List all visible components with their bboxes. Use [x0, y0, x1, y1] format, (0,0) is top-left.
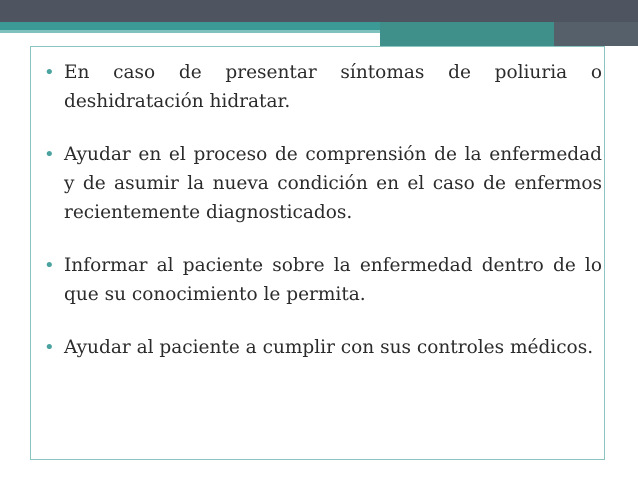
bullet-text: Informar al paciente sobre la enfermedad dentro de lo que su conocimiento le permita.: [64, 255, 602, 305]
bullet-text: Ayudar al paciente a cumplir con sus controles médicos.: [64, 337, 594, 358]
bullet-text: En caso de presentar síntomas de poliuria o deshidratación hidratar.: [64, 62, 602, 112]
header-corner-block-right: [554, 22, 638, 46]
bullet-icon: •: [44, 337, 55, 358]
bullet-icon: •: [44, 144, 55, 165]
bullet-item: [44, 251, 602, 309]
bullet-item: [44, 333, 602, 362]
bullet-item: [44, 140, 602, 227]
bullet-text: Ayudar en el proceso de comprensión de la enfermedad y de asumir la nueva condición en el caso de enfermos recientemente diagnosticados.: [64, 144, 602, 223]
bullet-item: [44, 58, 602, 116]
bullet-list: [44, 58, 602, 386]
bullet-icon: •: [44, 62, 55, 83]
header-bar-dark: [0, 0, 638, 22]
bullet-icon: •: [44, 255, 55, 276]
